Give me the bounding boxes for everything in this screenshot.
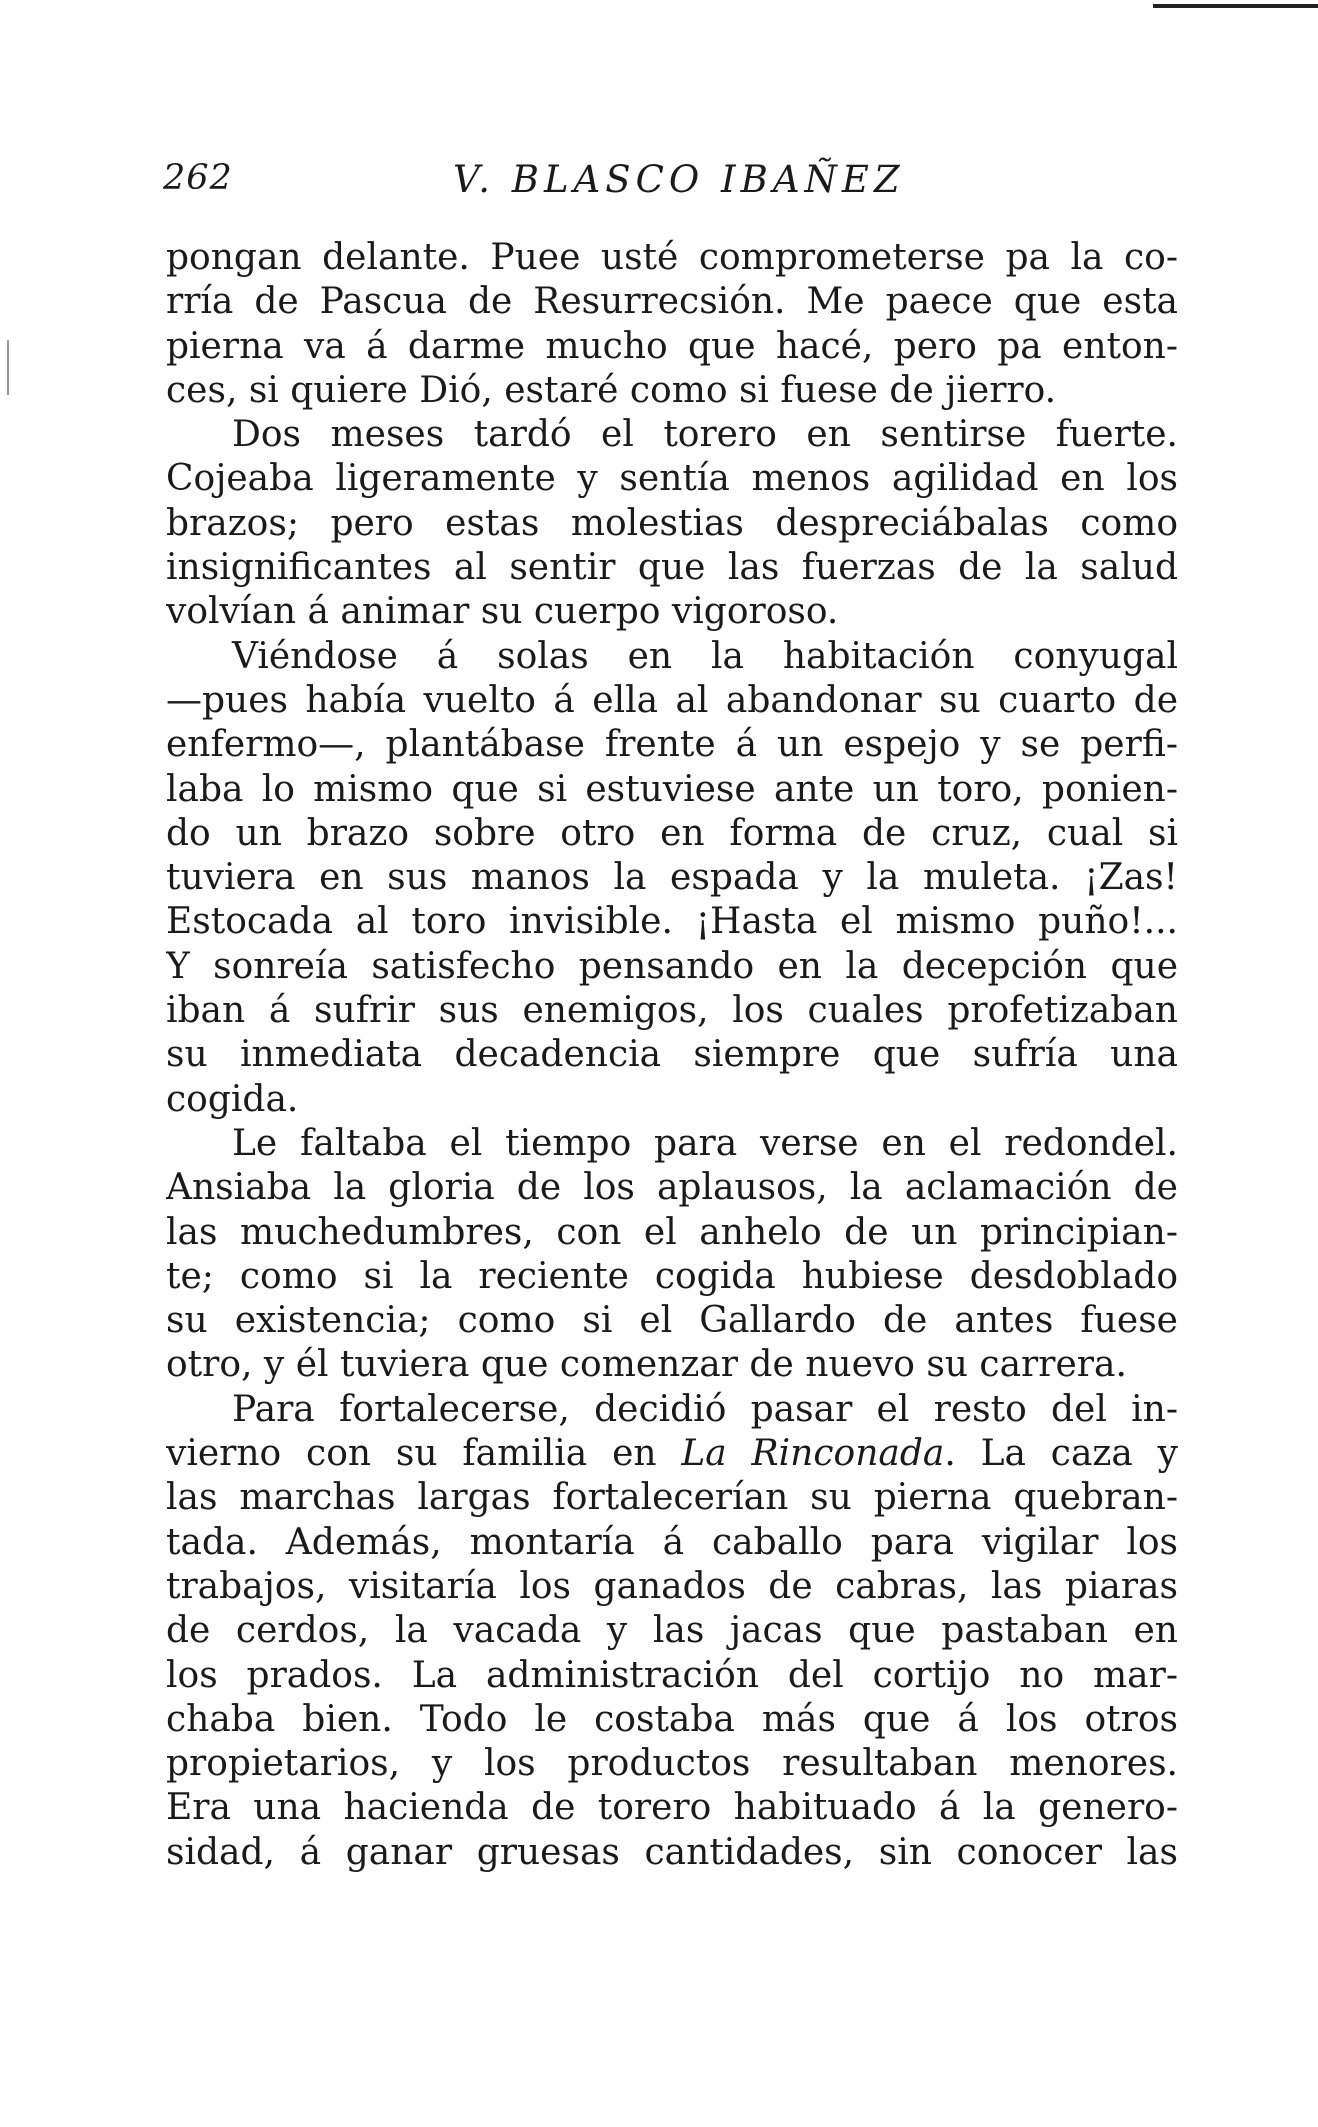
text-line: brazos; pero estas molestias despreciábalas como [166, 502, 1178, 544]
page-header-author: V. BLASCO IBAÑEZ [453, 158, 905, 201]
text-line: Estocada al toro invisible. ¡Hasta el mismo puño!... [166, 901, 1178, 943]
text-line: las muchedumbres, con el anhelo de un principian- [166, 1211, 1178, 1253]
text-line: pierna va á darme mucho que hacé, pero pa enton- [166, 325, 1178, 367]
text-line: do un brazo sobre otro en forma de cruz, cual si [166, 812, 1178, 854]
text-line: Le faltaba el tiempo para verse en el redondel. [232, 1122, 1178, 1164]
text-line: iban á sufrir sus enemigos, los cuales profetizaban [166, 990, 1178, 1032]
text-line: otro, y él tuviera que comenzar de nuevo su carrera. [166, 1344, 1127, 1386]
text-line: rría de Pascua de Resurrecsión. Me paece que esta [166, 281, 1178, 323]
text-line: vierno con su familia en La Rinconada. La caza y [166, 1433, 1178, 1475]
text-line: Viéndose á solas en la habitación conyugal [232, 635, 1178, 677]
text-line: laba lo mismo que si estuviese ante un toro, ponien- [166, 768, 1178, 810]
text-line: Era una hacienda de torero habituado á la genero- [166, 1787, 1178, 1829]
text-line: su existencia; como si el Gallardo de antes fuese [166, 1300, 1178, 1342]
running-head [163, 158, 1183, 208]
italic-title: La Rinconada [681, 1433, 945, 1475]
left-margin-scan-mark [7, 340, 9, 395]
text-line: chaba bien. Todo le costaba más que á los otros [166, 1698, 1178, 1740]
text-line: los prados. La administración del cortijo no mar- [166, 1654, 1178, 1696]
text-line: ces, si quiere Dió, estaré como si fuese de jierro. [166, 369, 1057, 411]
text-line: —pues había vuelto á ella al abandonar su cuarto de [166, 679, 1178, 721]
text-line: las marchas largas fortalecerían su pierna quebran- [166, 1477, 1178, 1519]
top-edge-rule [1153, 4, 1318, 8]
text-line: su inmediata decadencia siempre que sufría una [166, 1034, 1178, 1076]
text-line: pongan delante. Puee usté comprometerse pa la co- [166, 237, 1178, 278]
text-line: enfermo—, plantábase frente á un espejo y se perfi- [166, 724, 1178, 766]
text-line: de cerdos, la vacada y las jacas que pastaban en [166, 1610, 1178, 1652]
text-line: sidad, á ganar gruesas cantidades, sin conocer las [166, 1831, 1178, 1873]
text-line: insignificantes al sentir que las fuerzas de la salud [166, 547, 1178, 589]
page-text-body [166, 236, 1178, 1875]
text-line: Y sonreía satisfecho pensando en la decepción que [166, 945, 1178, 987]
text-line: Dos meses tardó el torero en sentirse fuerte. [232, 414, 1178, 456]
text-line: te; como si la reciente cogida hubiese desdoblado [166, 1255, 1178, 1297]
text-line: volvían á animar su cuerpo vigoroso. [166, 591, 839, 633]
text-line: trabajos, visitaría los ganados de cabras, las piaras [166, 1565, 1178, 1607]
page-number: 262 [163, 158, 233, 198]
text-line: Cojeaba ligeramente y sentía menos agilidad en los [166, 458, 1178, 500]
text-line: tada. Además, montaría á caballo para vigilar los [166, 1521, 1178, 1563]
text-line: Para fortalecerse, decidió pasar el resto del in- [232, 1388, 1178, 1430]
text-line: propietarios, y los productos resultaban menores. [166, 1743, 1178, 1785]
text-line: tuviera en sus manos la espada y la muleta. ¡Zas! [166, 857, 1178, 899]
text-line: Ansiaba la gloria de los aplausos, la aclamación de [166, 1167, 1178, 1209]
text-line: cogida. [166, 1078, 299, 1120]
